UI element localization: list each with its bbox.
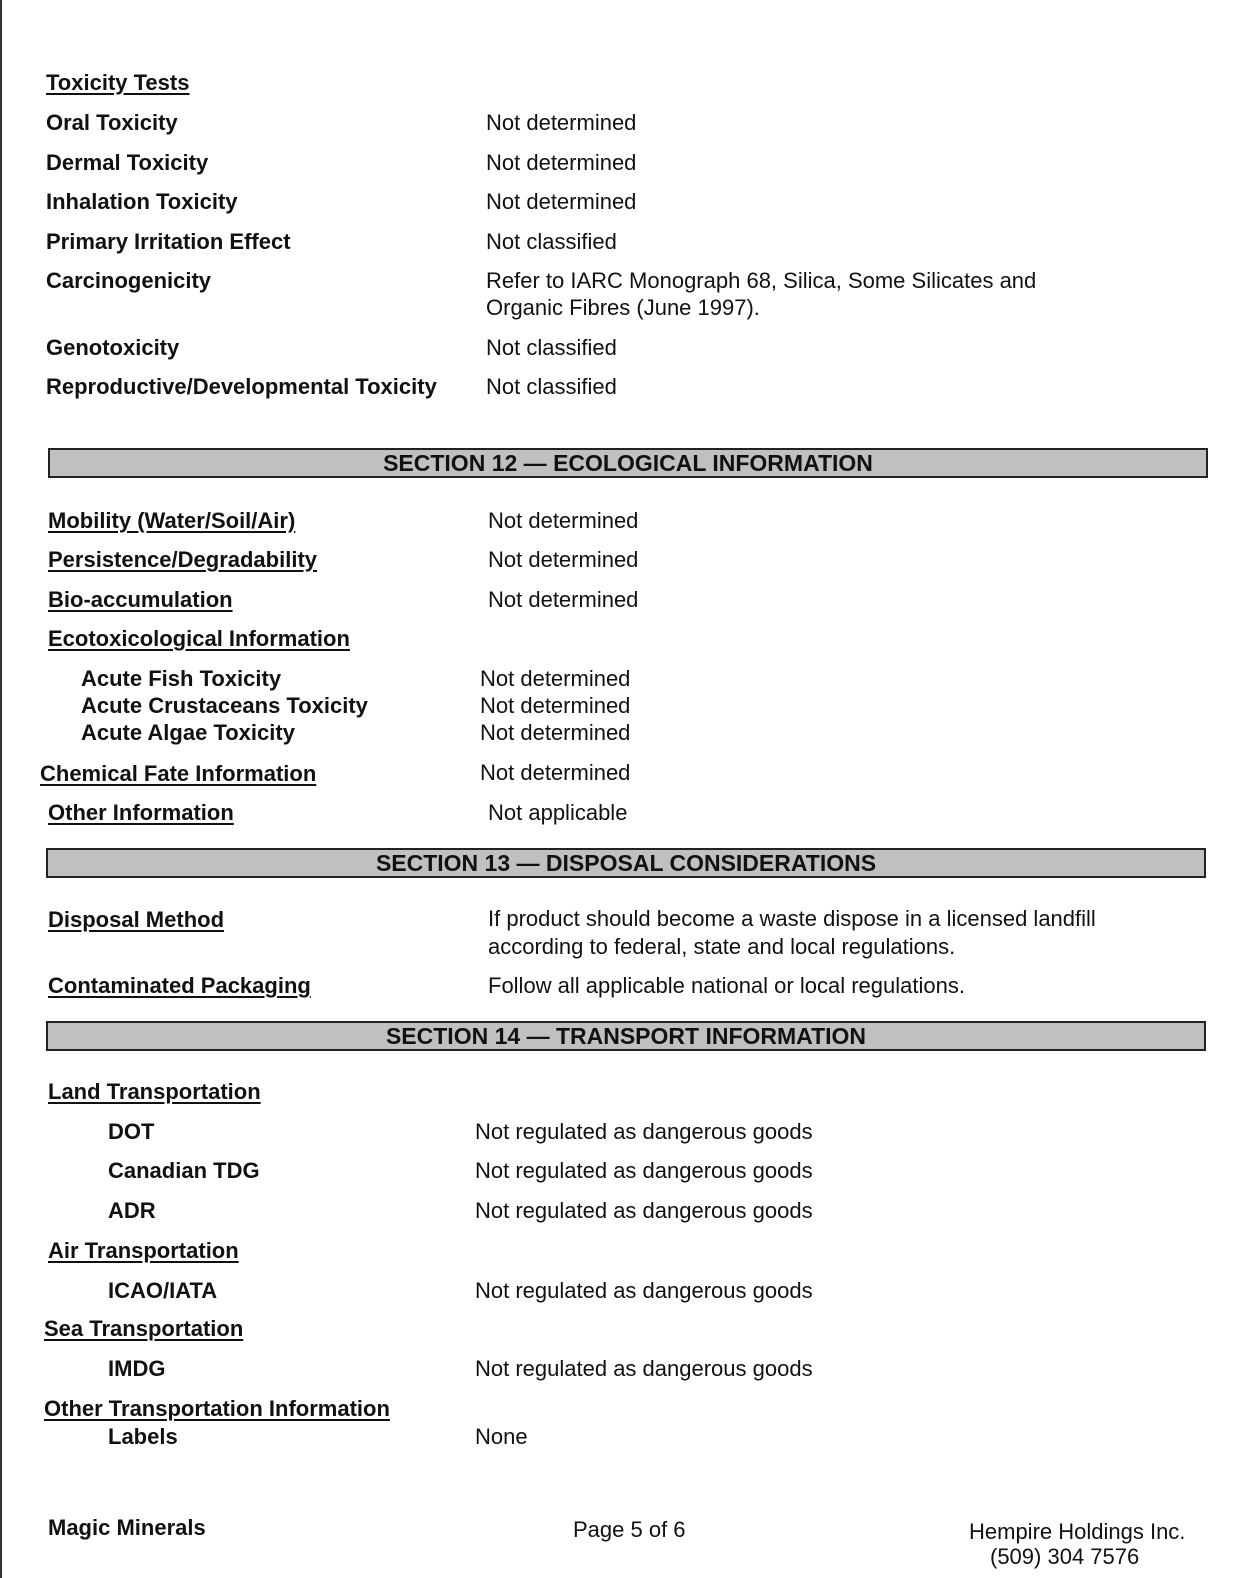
mobility-label: Mobility (Water/Soil/Air) bbox=[48, 508, 296, 533]
reproductive-toxicity-value: Not classified bbox=[486, 374, 617, 399]
dot-value: Not regulated as dangerous goods bbox=[475, 1119, 813, 1144]
acute-fish-toxicity-label: Acute Fish Toxicity bbox=[81, 666, 282, 691]
bioaccumulation-value: Not determined bbox=[488, 587, 639, 612]
persistence-value: Not determined bbox=[488, 547, 639, 572]
disposal-method-value-line1: If product should become a waste dispose in a licensed landfill bbox=[488, 906, 1096, 931]
chemical-fate-value: Not determined bbox=[480, 760, 631, 785]
labels-label: Labels bbox=[108, 1424, 178, 1449]
footer-company-name: Hempire Holdings Inc. bbox=[969, 1519, 1186, 1544]
bioaccumulation-label: Bio-accumulation bbox=[48, 587, 233, 612]
oral-toxicity-value: Not determined bbox=[486, 110, 637, 135]
oral-toxicity-label: Oral Toxicity bbox=[46, 110, 178, 135]
primary-irritation-value: Not classified bbox=[486, 229, 617, 254]
canadian-tdg-value: Not regulated as dangerous goods bbox=[475, 1158, 813, 1183]
acute-algae-toxicity-label: Acute Algae Toxicity bbox=[81, 720, 295, 745]
dermal-toxicity-label: Dermal Toxicity bbox=[46, 150, 209, 175]
genotoxicity-value: Not classified bbox=[486, 335, 617, 360]
inhalation-toxicity-label: Inhalation Toxicity bbox=[46, 189, 238, 214]
imdg-label: IMDG bbox=[108, 1356, 166, 1381]
dot-label: DOT bbox=[108, 1119, 155, 1144]
mobility-value: Not determined bbox=[488, 508, 639, 533]
acute-fish-toxicity-value: Not determined bbox=[480, 666, 631, 691]
icao-iata-value: Not regulated as dangerous goods bbox=[475, 1278, 813, 1303]
section-12-header: SECTION 12 — ECOLOGICAL INFORMATION bbox=[48, 448, 1208, 478]
icao-iata-label: ICAO/IATA bbox=[108, 1278, 218, 1303]
genotoxicity-label: Genotoxicity bbox=[46, 335, 180, 360]
inhalation-toxicity-value: Not determined bbox=[486, 189, 637, 214]
reproductive-toxicity-label: Reproductive/Developmental Toxicity bbox=[46, 374, 437, 399]
carcinogenicity-label: Carcinogenicity bbox=[46, 268, 212, 293]
carcinogenicity-value-line2: Organic Fibres (June 1997). bbox=[486, 295, 760, 320]
footer-page-number: Page 5 of 6 bbox=[573, 1517, 686, 1542]
chemical-fate-label: Chemical Fate Information bbox=[40, 761, 317, 786]
section-13-header: SECTION 13 — DISPOSAL CONSIDERATIONS bbox=[46, 848, 1206, 878]
disposal-method-value-line2: according to federal, state and local regulations. bbox=[488, 934, 956, 959]
other-information-value: Not applicable bbox=[488, 800, 628, 825]
ecotoxicological-heading: Ecotoxicological Information bbox=[48, 626, 350, 651]
acute-crustaceans-toxicity-label: Acute Crustaceans Toxicity bbox=[81, 693, 368, 718]
other-information-label: Other Information bbox=[48, 800, 234, 825]
footer-phone: (509) 304 7576 bbox=[990, 1544, 1140, 1569]
page-left-border bbox=[0, 0, 2, 1578]
land-transportation-heading: Land Transportation bbox=[48, 1079, 261, 1104]
primary-irritation-label: Primary Irritation Effect bbox=[46, 229, 291, 254]
disposal-method-label: Disposal Method bbox=[48, 907, 225, 932]
labels-value: None bbox=[475, 1424, 528, 1449]
persistence-label: Persistence/Degradability bbox=[48, 547, 318, 572]
other-transportation-heading: Other Transportation Information bbox=[44, 1396, 390, 1421]
contaminated-packaging-value: Follow all applicable national or local regulations. bbox=[488, 973, 965, 998]
imdg-value: Not regulated as dangerous goods bbox=[475, 1356, 813, 1381]
adr-value: Not regulated as dangerous goods bbox=[475, 1198, 813, 1223]
acute-crustaceans-toxicity-value: Not determined bbox=[480, 693, 631, 718]
sea-transportation-heading: Sea Transportation bbox=[44, 1316, 244, 1341]
contaminated-packaging-label: Contaminated Packaging bbox=[48, 973, 311, 998]
toxicity-tests-heading: Toxicity Tests bbox=[46, 70, 190, 95]
carcinogenicity-value-line1: Refer to IARC Monograph 68, Silica, Some Silicates and bbox=[486, 268, 1037, 293]
acute-algae-toxicity-value: Not determined bbox=[480, 720, 631, 745]
dermal-toxicity-value: Not determined bbox=[486, 150, 637, 175]
canadian-tdg-label: Canadian TDG bbox=[108, 1158, 260, 1183]
air-transportation-heading: Air Transportation bbox=[48, 1238, 239, 1263]
section-14-header: SECTION 14 — TRANSPORT INFORMATION bbox=[46, 1021, 1206, 1051]
adr-label: ADR bbox=[108, 1198, 156, 1223]
footer-product-name: Magic Minerals bbox=[48, 1515, 206, 1540]
